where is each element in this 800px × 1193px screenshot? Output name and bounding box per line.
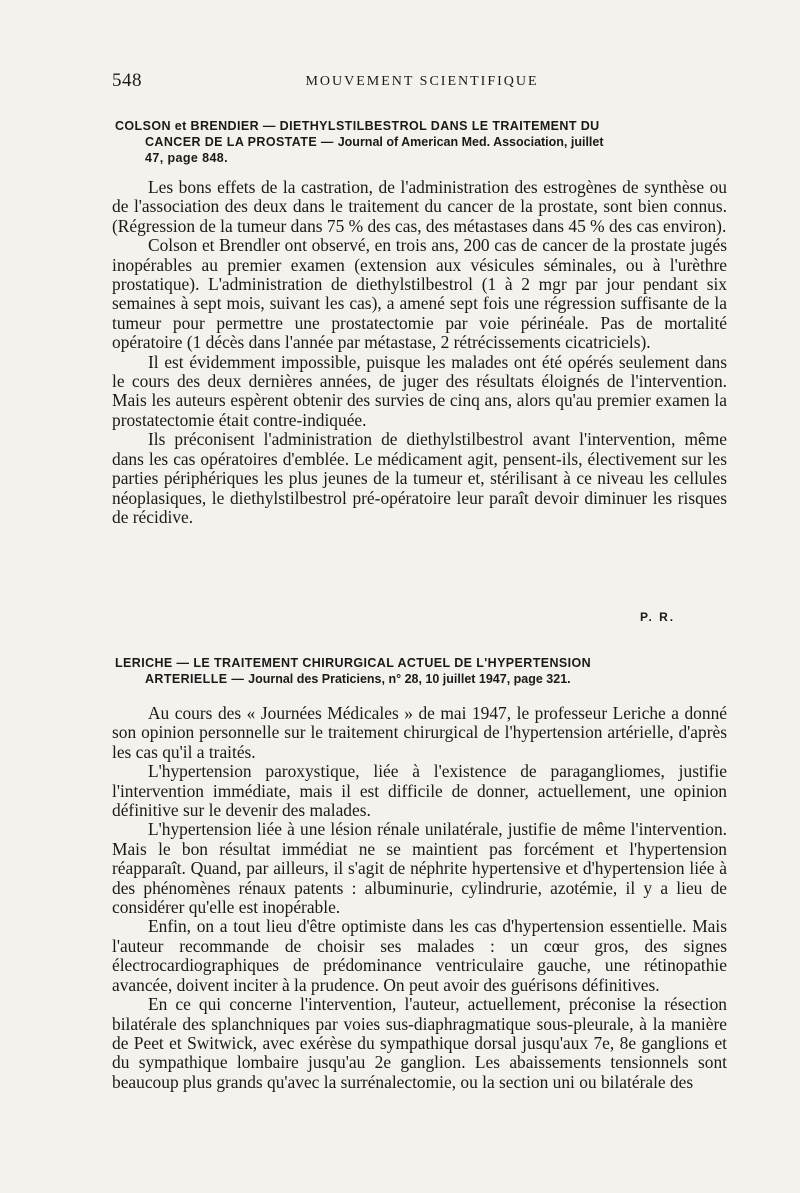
article-body bbox=[112, 704, 727, 1092]
article-title: LE TRAITEMENT CHIRURGICAL ACTUEL DE L'HYPERTENSION bbox=[193, 656, 592, 670]
article-title-continued bbox=[115, 671, 735, 687]
article-source: Journal des Praticiens, n° 28, 10 juillet 1947, page 321. bbox=[248, 672, 571, 686]
article-source-page: 47, page 848. bbox=[145, 151, 229, 165]
paragraph: Enfin, on a tout lieu d'être optimiste dans les cas d'hypertension essentielle. Mais l'auteur recommande de choisir ses malades : un cœur gros, des signes électrocardiographiques de prédominance ventriculaire gauche, une rétinopathie avancée, doivent inciter à la prudence. On peut avoir des guérisons définitives. bbox=[112, 916, 727, 995]
paragraph: Les bons effets de la castration, de l'administration des estrogènes de synthèse ou de l'association des deux dans le traitement du cancer de la prostate, sont bien connus. (Régression de la tumeur dans 75 % des cas, des métastases dans 45 % des cas environ). bbox=[112, 177, 727, 236]
article-heading bbox=[115, 655, 735, 687]
article-title-line2: ARTERIELLE — bbox=[145, 672, 245, 686]
journal-title: MOUVEMENT SCIENTIFIQUE bbox=[305, 74, 539, 89]
article-body bbox=[112, 178, 727, 527]
article-title-continued bbox=[115, 134, 735, 150]
paragraph: En ce qui concerne l'intervention, l'auteur, actuellement, préconise la résection bilatérale des splanchniques par voies sus-diaphragmatique sous-pleurale, à la manière de Peet et Switwick, avec exérèse du sympathique dorsal jusqu'aux 7e, 8e ganglions et du sympathique lombaire jusqu'au 2e ganglion. Les abaissements tensionnels sont beaucoup plus grands qu'avec la surrénalectomie, ou la section uni ou bilatérale des bbox=[112, 994, 727, 1092]
paragraph: Ils préconisent l'administration de diethylstilbestrol avant l'intervention, même dans les cas opératoires d'emblée. Le médicament agit, pensent-ils, électivement sur les parties périphériques les plus jeunes de la tumeur et, stérilisant à ce niveau les cellules néoplasiques, le diethylstilbestrol pré-opératoire leur paraît devoir diminuer les risques de récidive. bbox=[112, 429, 727, 527]
running-head bbox=[112, 70, 732, 94]
paragraph: L'hypertension paroxystique, liée à l'existence de paragangliomes, justifie l'intervention immédiate, mais il est difficile de donner, actuellement, une opinion définitive sur le devenir des malades. bbox=[112, 761, 727, 821]
page-number: 548 bbox=[112, 70, 142, 91]
article-title-line2: CANCER DE LA PROSTATE — bbox=[145, 135, 334, 149]
article-title: DIETHYLSTILBESTROL DANS LE TRAITEMENT DU bbox=[279, 119, 600, 133]
paragraph: L'hypertension liée à une lésion rénale unilatérale, justifie de même l'intervention. Mais le bon résultat immédiat ne se maintient pas forcément et l'hypertension réapparaît. Quand, par ailleurs, il s'agit de néphrite hypertensive et d'hypertension liée à des phénomènes rénaux patents : albuminurie, cylindrurie, azotémie, il y a lieu de considérer qu'elle est inopérable. bbox=[112, 819, 727, 918]
paragraph: Au cours des « Journées Médicales » de mai 1947, le professeur Leriche a donné son opinion personnelle sur le traitement chirurgical de l'hypertension artérielle, d'après les cas qu'il a traités. bbox=[112, 703, 727, 762]
paragraph: Il est évidemment impossible, puisque les malades ont été opérés seulement dans le cours des deux dernières années, de juger des résultats éloignés de l'intervention. Mais les auteurs espèrent obtenir des survies de cinq ans, alors qu'au premier examen la prostatectomie était contre-indiquée. bbox=[112, 351, 727, 430]
article-authors: COLSON et BRENDIER — bbox=[115, 119, 276, 133]
article-authors: LERICHE — bbox=[115, 656, 190, 670]
article-source: Journal of American Med. Association, juillet bbox=[337, 135, 604, 149]
paragraph: Colson et Brendler ont observé, en trois ans, 200 cas de cancer de la prostate jugés inopérables au premier examen (extension aux vésicules séminales, ou à l'urèthre prostatique). L'administration de diethylstilbestrol (1 à 2 mgr par jour pendant six semaines à sept mois, suivant les cas), a amené sept fois une régression suffisante de la tumeur pour permettre une prostatectomie par voie périnéale. Pas de mortalité opératoire (1 décès dans l'année par métastase, 2 rétrécissements cicatriciels). bbox=[112, 235, 727, 353]
article-heading bbox=[115, 118, 735, 166]
author-signature: P. R. bbox=[640, 610, 676, 624]
